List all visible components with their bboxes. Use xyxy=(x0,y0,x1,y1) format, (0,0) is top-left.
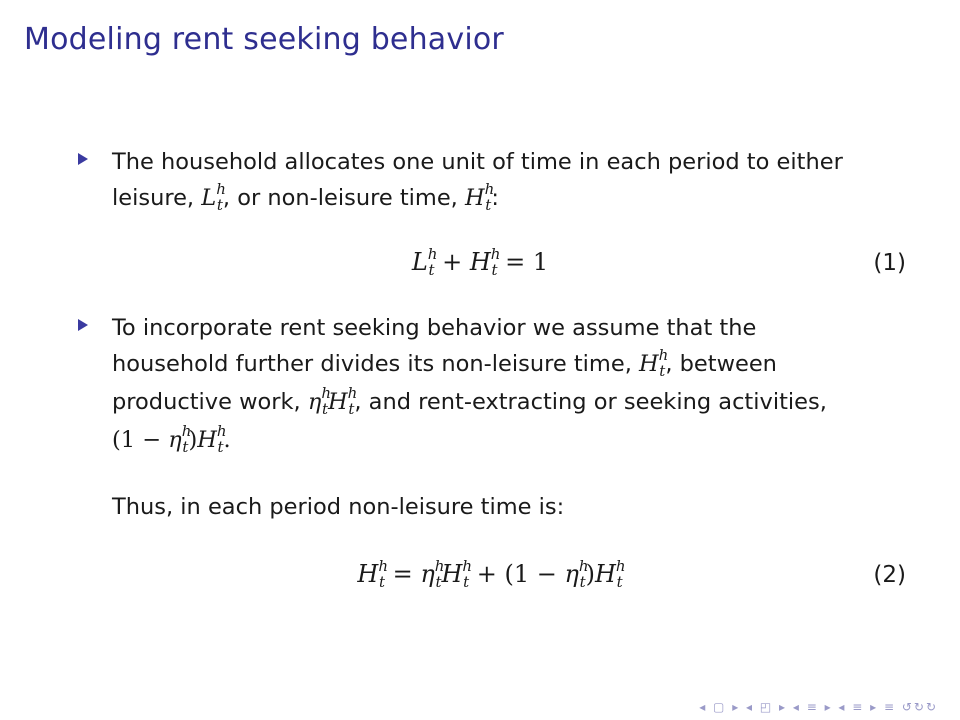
equation-2-number: (2) xyxy=(873,562,906,588)
math-H: $H^h_t$ xyxy=(639,346,669,380)
beamer-navigation-icons[interactable]: ◂ ▢ ▸ ◂ ◰ ▸ ◂ ≡ ▸ ◂ ≡ ▸ ≡ ↺↻↻ xyxy=(699,700,938,714)
bullet-1-line-2: leisure, $L^h_t$, or non-leisure time, $H^h_t$: xyxy=(112,180,499,214)
math-eta-H: $\eta^h_tH^h_t$ xyxy=(307,384,358,418)
equation-2: $H^h_t = \eta^h_tH^h_t + (1 - \eta^h_t)H^h_t$ xyxy=(357,557,626,591)
bullet-marker-icon xyxy=(78,153,88,165)
bullet-2-line-4: $(1 - \eta^h_t)H^h_t$. xyxy=(112,422,231,456)
bullet-2-line-3: productive work, $\eta^h_tH^h_t$, and rent-extracting or seeking activities, xyxy=(112,384,827,418)
bullet-1 xyxy=(78,144,918,218)
thus-paragraph: Thus, in each period non-leisure time is: xyxy=(112,494,565,520)
bullet-2-line-1: To incorporate rent seeking behavior we assume that the xyxy=(112,315,757,341)
slide-title: Modeling rent seeking behavior xyxy=(24,22,504,57)
bullet-2 xyxy=(78,310,918,460)
equation-1: $L^h_t + H^h_t = 1$ xyxy=(411,245,549,279)
bullet-marker-icon xyxy=(78,319,88,331)
equation-1-number: (1) xyxy=(873,250,906,276)
bullet-1-line-1: The household allocates one unit of time in each period to either xyxy=(112,149,843,175)
math-L: $L^h_t$ xyxy=(201,180,226,214)
math-H: $H^h_t$ xyxy=(465,180,495,214)
math-one-minus-eta: $\eta^h_t$ xyxy=(168,422,192,456)
bullet-2-line-2: household further divides its non-leisure time, $H^h_t$, between xyxy=(112,346,777,380)
